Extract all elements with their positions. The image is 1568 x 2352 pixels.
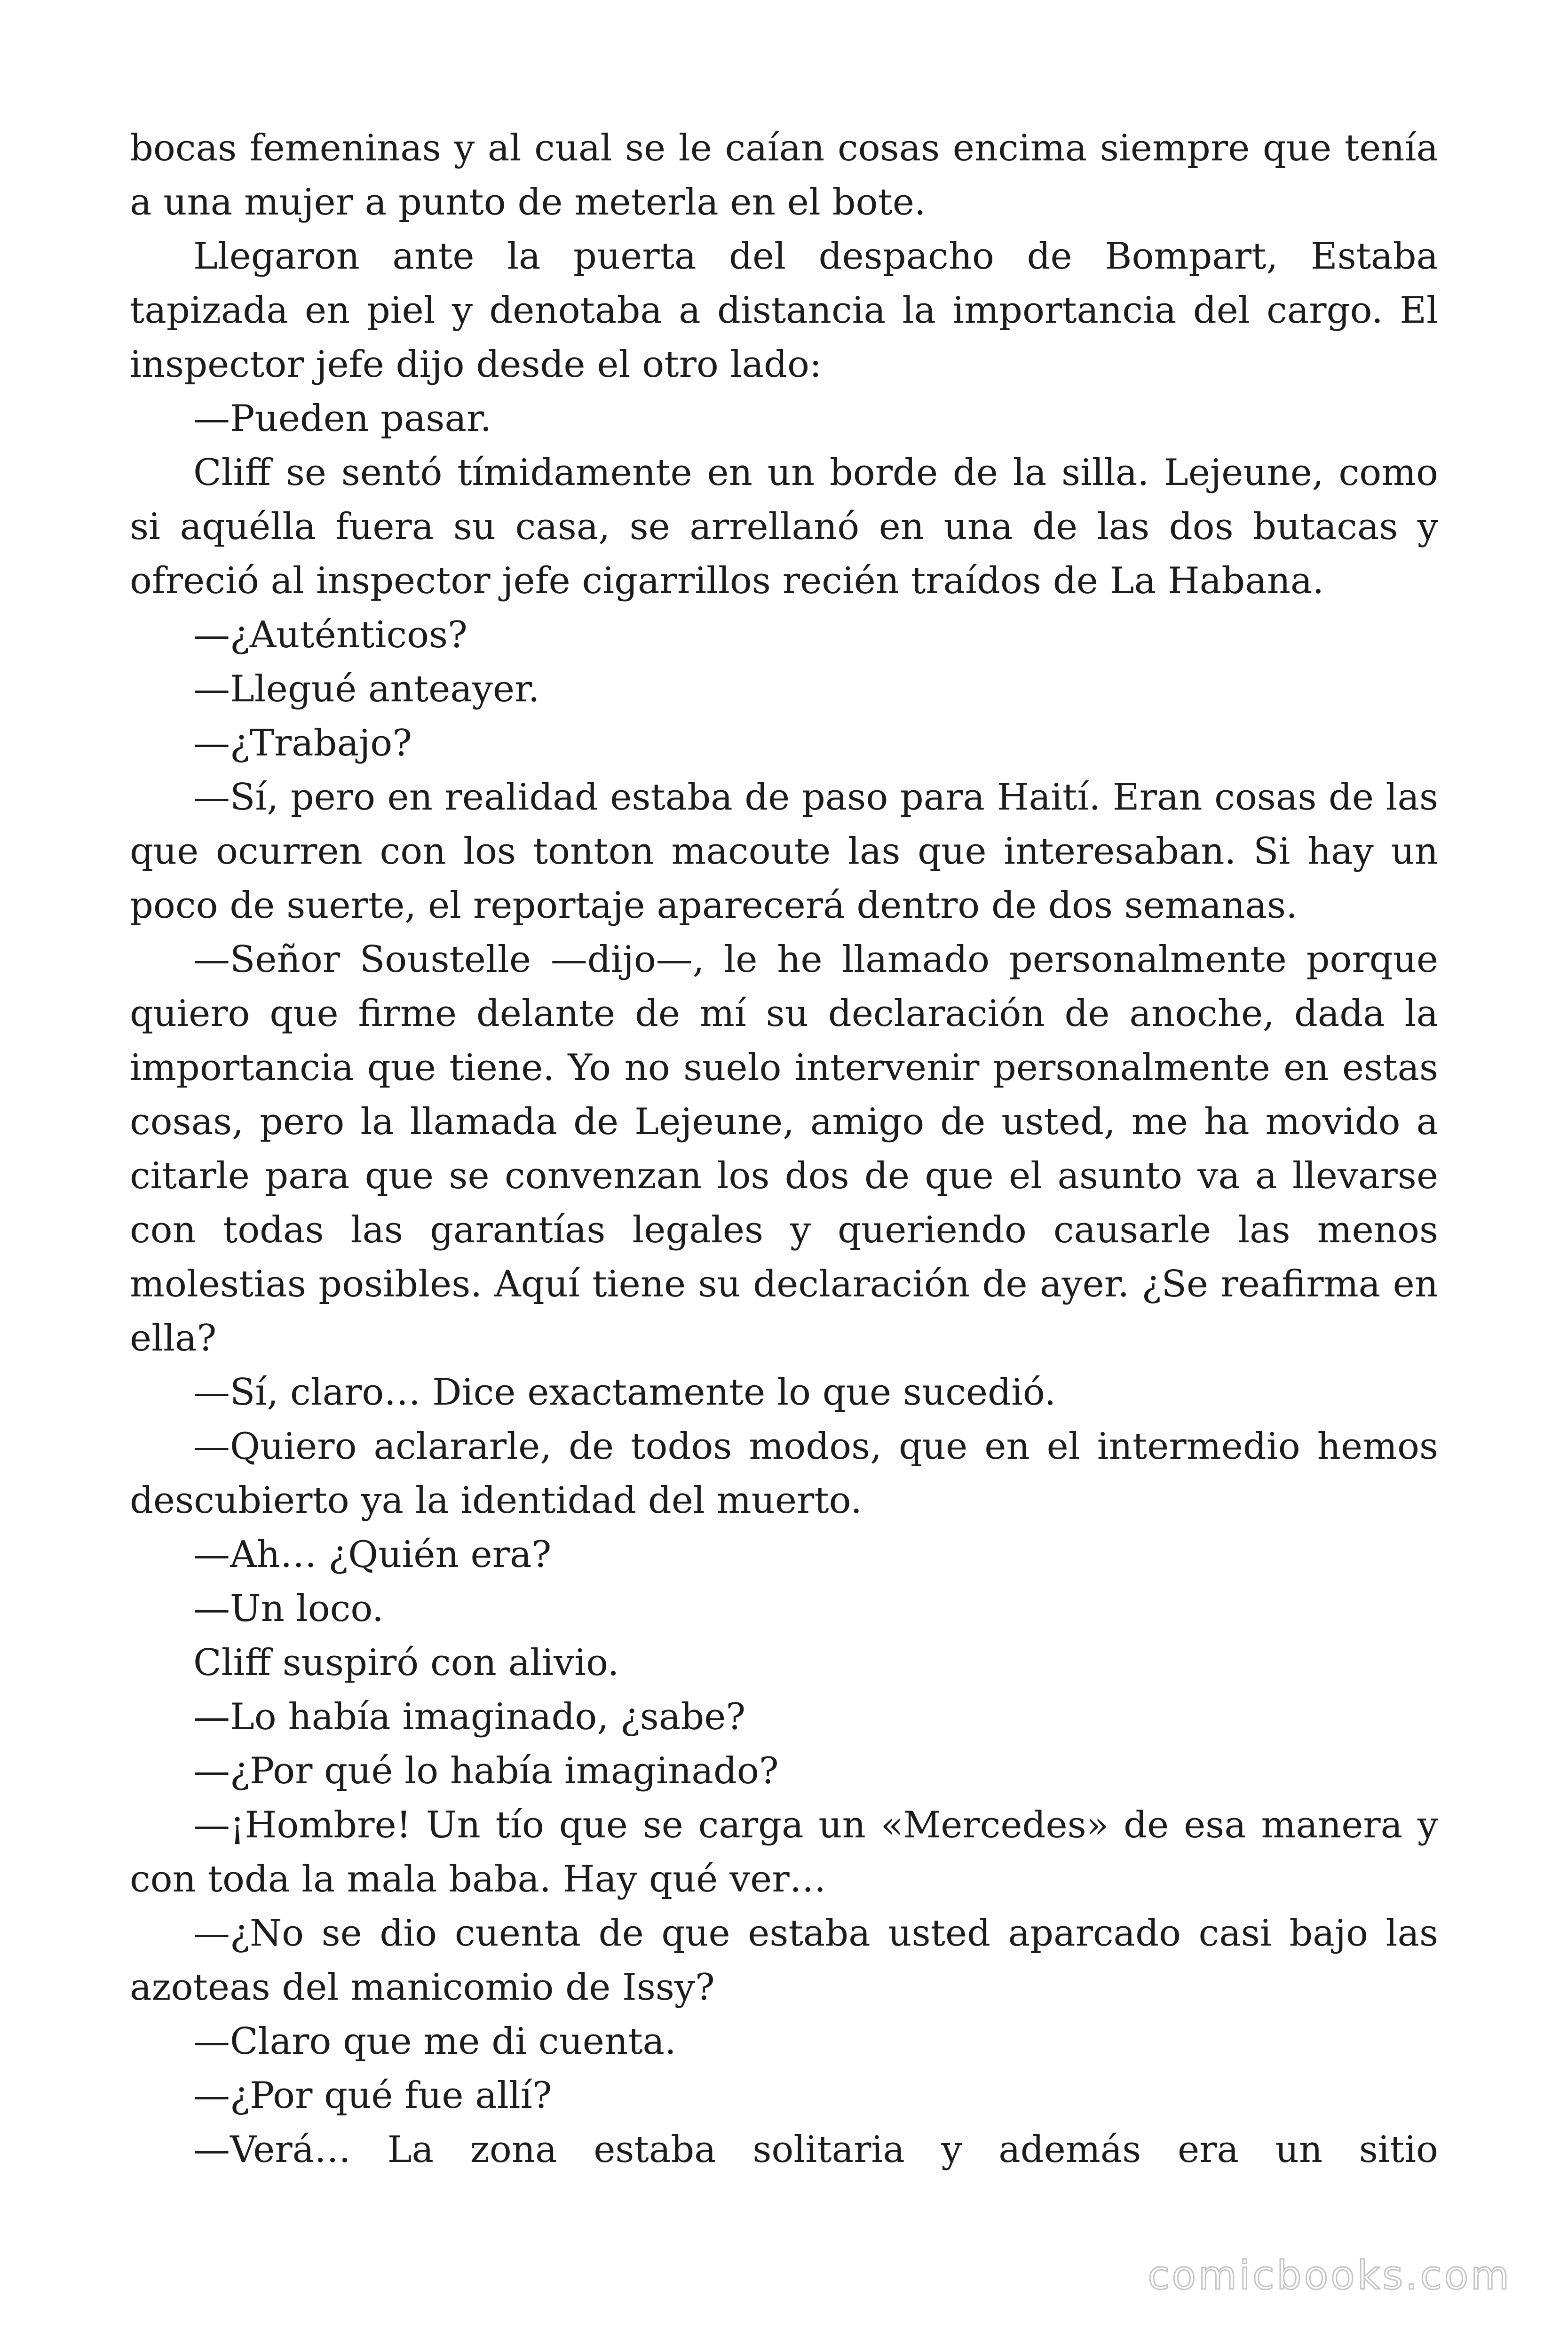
paragraph: Llegaron ante la puerta del despacho de Bompart, Estaba tapizada en piel y denotaba a distancia la importancia del cargo. El inspector jefe dijo desde el otro lado: (130, 235, 1438, 386)
paragraph: —¿No se dio cuenta de que estaba usted aparcado casi bajo las azoteas del manicomio de Issy? (130, 1912, 1438, 2009)
paragraph: —Verá… La zona estaba solitaria y además era un sitio (193, 2129, 1438, 2171)
paragraph: Cliff suspiró con alivio. (193, 1642, 619, 1684)
page-body (130, 121, 1438, 2177)
paragraph: —¿Trabajo? (193, 722, 412, 764)
paragraph: —Señor Soustelle —dijo—, le he llamado personalmente porque quiero que firme delante de mí su declaración de anoche, dada la importancia que tiene. Yo no suelo intervenir personalmente en estas cosas, pero la llamada de Lejeune, amigo de usted, me ha movido a citarle para que se convenzan los dos de que el asunto va a llevarse con todas las garantías legales y queriendo causarle las menos molestias posibles. Aquí tiene su declaración de ayer. ¿Se reafirma en ella? (130, 938, 1438, 1359)
paragraph: —Quiero aclararle, de todos modos, que en el intermedio hemos descubierto ya la identidad del muerto. (130, 1425, 1438, 1522)
paragraph: —Pueden pasar. (193, 397, 492, 440)
paragraph: —Lo había imaginado, ¿sabe? (193, 1696, 746, 1738)
paragraph: —Ah… ¿Quién era? (193, 1534, 552, 1576)
paragraph: Cliff se sentó tímidamente en un borde de la silla. Lejeune, como si aquélla fuera su casa, se arrellanó en una de las dos butacas y ofreció al inspector jefe cigarrillos recién traídos de La Habana. (130, 452, 1438, 602)
paragraph: —¿Por qué lo había imaginado? (193, 1750, 779, 1792)
paragraph: —Sí, pero en realidad estaba de paso para Haití. Eran cosas de las que ocurren con los tonton macoute las que interesaban. Si hay un poco de suerte, el reportaje aparecerá dentro de dos semanas. (130, 776, 1438, 927)
watermark: comicbooks.com (1148, 2252, 1512, 2298)
paragraph: —¿Por qué fue allí? (193, 2074, 552, 2117)
paragraph: —Sí, claro… Dice exactamente lo que sucedió. (193, 1371, 1056, 1414)
paragraph: —Llegué anteayer. (193, 668, 540, 710)
paragraph: —¡Hombre! Un tío que se carga un «Mercedes» de esa manera y con toda la mala baba. Hay qué ver… (130, 1804, 1438, 1900)
paragraph: —Un loco. (193, 1588, 384, 1630)
paragraph: —Claro que me di cuenta. (193, 2020, 676, 2063)
paragraph: bocas femeninas y al cual se le caían cosas encima siempre que tenía a una mujer a punto de meterla en el bote. (130, 127, 1438, 223)
paragraph: —¿Auténticos? (193, 614, 467, 656)
